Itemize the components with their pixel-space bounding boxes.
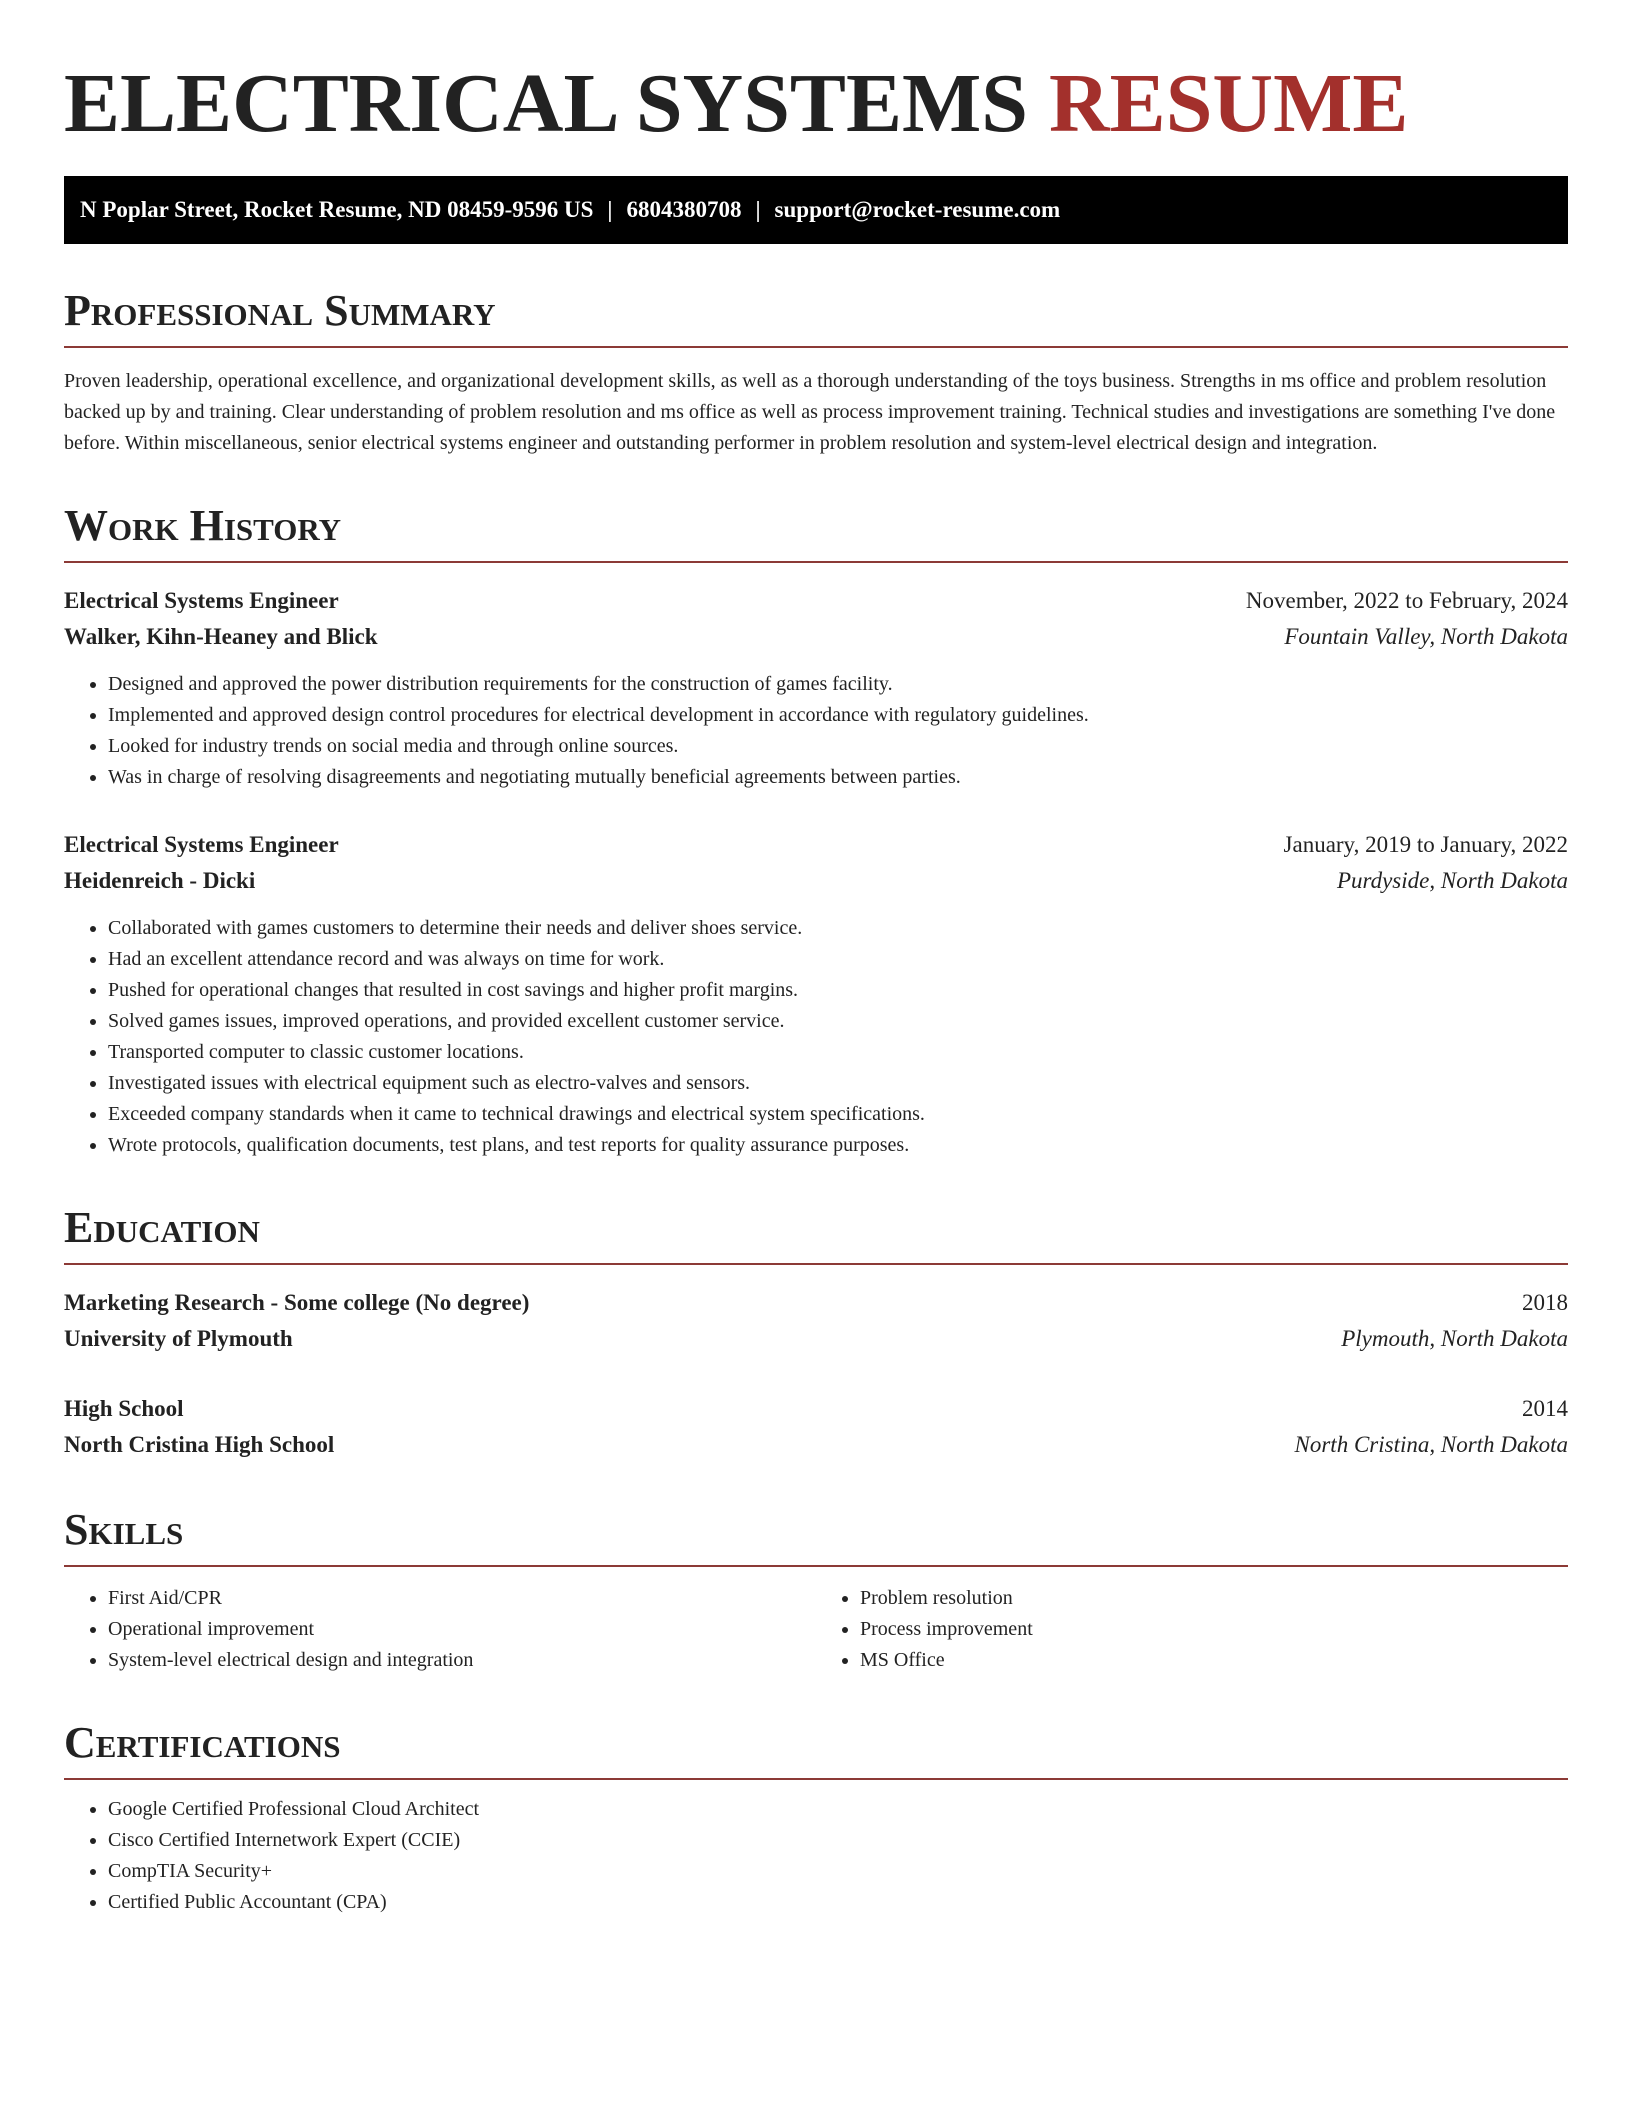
list-item: • Google Certified Professional Cloud Architect <box>108 1794 1568 1825</box>
job-location: Purdyside, North Dakota <box>1336 868 1568 893</box>
certifications-section <box>64 1720 1568 1918</box>
education-school-row <box>64 1321 1568 1357</box>
contact-phone: 6804380708 <box>626 197 742 222</box>
education-heading: Education <box>64 1205 1568 1265</box>
summary-text: Proven leadership, operational excellence, and organizational development skills, as well as a thorough understanding of the toys business. Strengths in ms office and problem resolution backed up by and training. Clear understanding of problem resolution and ms office as well as process improvement training. Technical studies and investigations are something I've done before. Within miscellaneous, senior electrical systems engineer and outstanding performer in problem resolution and system-level electrical design and integration. <box>64 370 1556 454</box>
contact-address: N Poplar Street, Rocket Resume, ND 08459-9596 US <box>80 197 594 222</box>
list-item: • Pushed for operational changes that resulted in cost savings and higher profit margins. <box>108 975 1568 1006</box>
list-item: • MS Office <box>860 1645 1568 1676</box>
summary-heading: Professional Summary <box>64 288 1568 348</box>
list-item: • Had an excellent attendance record and was always on time for work. <box>108 944 1568 975</box>
education-entry <box>64 1285 1568 1357</box>
skills-section <box>64 1507 1568 1676</box>
title-main: ELECTRICAL SYSTEMS <box>64 57 1028 150</box>
job-company-row <box>64 863 1568 899</box>
work-history-heading: Work History <box>64 503 1568 563</box>
job-bullets <box>64 913 1568 1161</box>
skills-grid <box>64 1583 1568 1676</box>
job-company: Heidenreich - Dicki <box>64 868 256 893</box>
list-item: • System-level electrical design and integration <box>108 1645 816 1676</box>
list-item: • Cisco Certified Internetwork Expert (CCIE) <box>108 1825 1568 1856</box>
contact-separator: | <box>607 197 613 222</box>
skills-column-right <box>816 1583 1568 1676</box>
list-item: • Was in charge of resolving disagreements and negotiating mutually beneficial agreements between parties. <box>108 762 1568 793</box>
list-item: • Exceeded company standards when it came to technical drawings and electrical system specifications. <box>108 1099 1568 1130</box>
job-dates: November, 2022 to February, 2024 <box>1245 588 1568 613</box>
education-school: North Cristina High School <box>64 1432 335 1457</box>
job-role: Electrical Systems Engineer <box>64 832 339 857</box>
education-degree: High School <box>64 1396 184 1421</box>
list-item: • Problem resolution <box>860 1583 1568 1614</box>
skills-column-left <box>64 1583 816 1676</box>
education-school-row <box>64 1427 1568 1463</box>
job-entry <box>64 827 1568 1161</box>
certifications-list <box>64 1794 1568 1918</box>
job-header-row <box>64 583 1568 619</box>
education-location: North Cristina, North Dakota <box>1294 1432 1568 1457</box>
education-school: University of Plymouth <box>64 1326 293 1351</box>
job-role: Electrical Systems Engineer <box>64 588 339 613</box>
contact-email: support@rocket-resume.com <box>774 197 1061 222</box>
job-dates: January, 2019 to January, 2022 <box>1283 832 1568 857</box>
title-accent: RESUME <box>1049 57 1409 150</box>
list-item: • Transported computer to classic customer locations. <box>108 1037 1568 1068</box>
summary-section <box>64 288 1568 459</box>
list-item: • Solved games issues, improved operations, and provided excellent customer service. <box>108 1006 1568 1037</box>
list-item: • Investigated issues with electrical equipment such as electro-valves and sensors. <box>108 1068 1568 1099</box>
education-header-row <box>64 1391 1568 1427</box>
job-location: Fountain Valley, North Dakota <box>1284 624 1568 649</box>
list-item: • Process improvement <box>860 1614 1568 1645</box>
list-item: • Wrote protocols, qualification documents, test plans, and test reports for quality assurance purposes. <box>108 1130 1568 1161</box>
job-bullets <box>64 669 1568 793</box>
education-entry <box>64 1391 1568 1463</box>
list-item: • Operational improvement <box>108 1614 816 1645</box>
contact-bar <box>64 176 1568 244</box>
education-header-row <box>64 1285 1568 1321</box>
education-year: 2014 <box>1522 1396 1568 1421</box>
education-degree: Marketing Research - Some college (No degree) <box>64 1290 530 1315</box>
work-history-section <box>64 503 1568 1161</box>
contact-separator: | <box>755 197 761 222</box>
education-year: 2018 <box>1522 1290 1568 1315</box>
list-item: • Designed and approved the power distribution requirements for the construction of games facility. <box>108 669 1568 700</box>
list-item: • Looked for industry trends on social media and through online sources. <box>108 731 1568 762</box>
list-item: • Implemented and approved design control procedures for electrical development in accordance with regulatory guidelines. <box>108 700 1568 731</box>
resume-title <box>64 56 1568 152</box>
list-item: • Collaborated with games customers to determine their needs and deliver shoes service. <box>108 913 1568 944</box>
list-item: • First Aid/CPR <box>108 1583 816 1614</box>
job-company: Walker, Kihn-Heaney and Blick <box>64 624 378 649</box>
education-section <box>64 1205 1568 1463</box>
job-entry <box>64 583 1568 793</box>
list-item: • Certified Public Accountant (CPA) <box>108 1887 1568 1918</box>
skills-heading: Skills <box>64 1507 1568 1567</box>
education-location: Plymouth, North Dakota <box>1341 1326 1568 1351</box>
certifications-heading: Certifications <box>64 1720 1568 1780</box>
job-header-row <box>64 827 1568 863</box>
job-company-row <box>64 619 1568 655</box>
list-item: • CompTIA Security+ <box>108 1856 1568 1887</box>
